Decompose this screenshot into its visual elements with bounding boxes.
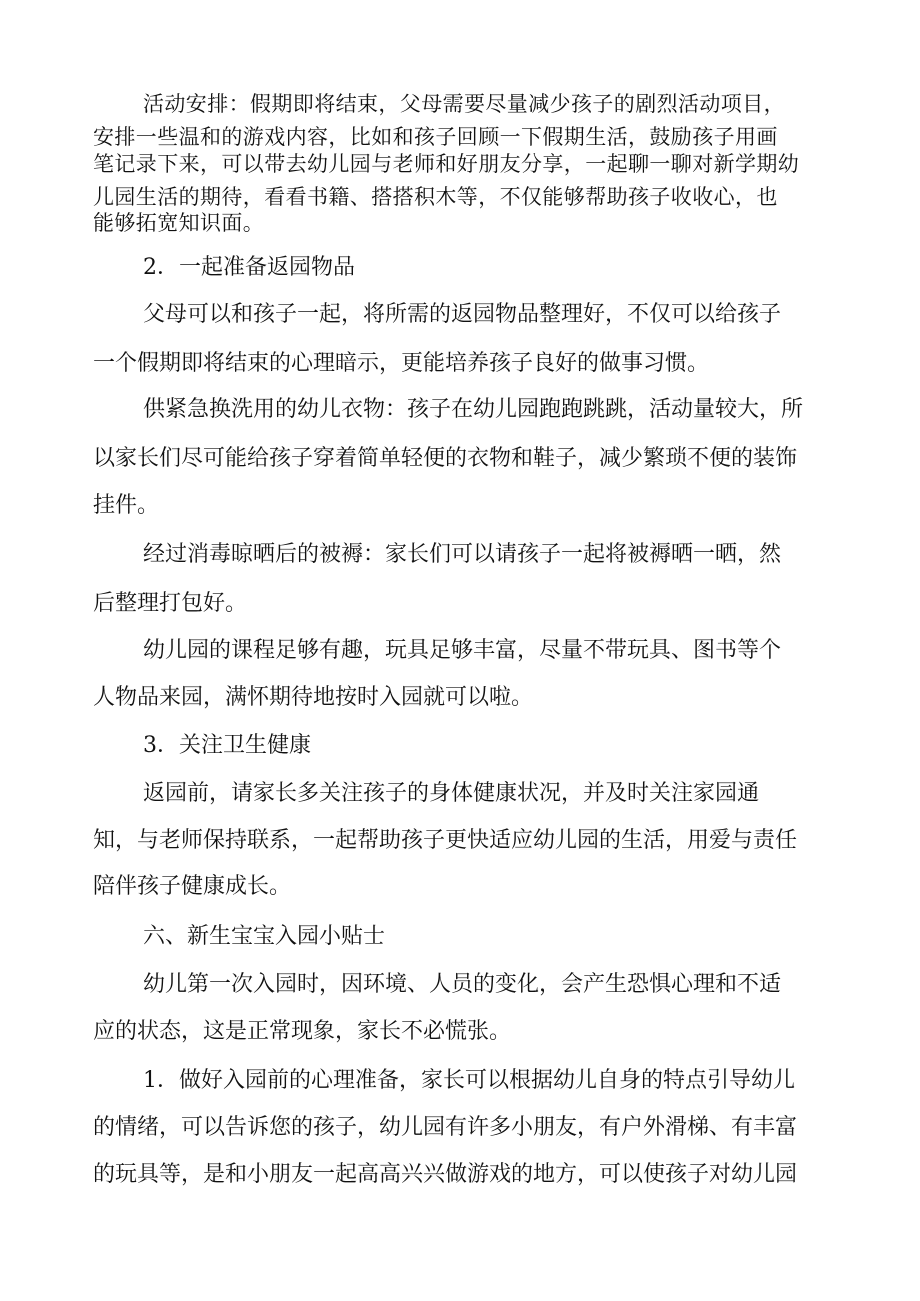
section-title: 六、新生宝宝入园小贴士 [143,924,386,949]
paragraph-line: 的情绪，可以告诉您的孩子，幼儿园有许多小朋友，有户外滑梯、有丰富 [93,1115,798,1140]
paragraph-line: 安排一些温和的游戏内容，比如和孩子回顾一下假期生活，鼓励孩子用画 [93,125,778,149]
paragraph-line: 陪伴孩子健康成长。 [93,874,292,899]
paragraph-line: 1．做好入园前的心理准备，家长可以根据幼儿自身的特点引导幼儿 [143,1068,795,1093]
paragraph-line: 供紧急换洗用的幼儿衣物：孩子在幼儿园跑跑跳跳，活动量较大，所 [143,397,804,422]
paragraph-line: 能够拓宽知识面。 [93,211,265,235]
paragraph-line: 活动安排：假期即将结束，父母需要尽量减少孩子的剧烈活动项目， [143,92,785,116]
paragraph-line: 以家长们尽可能给孩子穿着简单轻便的衣物和鞋子，减少繁琐不便的装饰 [93,446,798,471]
paragraph-line: 的玩具等，是和小朋友一起高高兴兴做游戏的地方，可以使孩子对幼儿园 [93,1162,798,1187]
paragraph-line: 经过消毒晾晒后的被褥：家长们可以请孩子一起将被褥晒一晒，然 [143,542,782,567]
paragraph-line: 一个假期即将结束的心理暗示，更能培养孩子良好的做事习惯。 [93,351,710,376]
paragraph-line: 知，与老师保持联系，一起帮助孩子更快适应幼儿园的生活，用爱与责任 [93,828,798,853]
paragraph-line: 笔记录下来，可以带去幼儿园与老师和好朋友分享，一起聊一聊对新学期幼 [93,152,800,176]
paragraph-line: 人物品来园，满怀期待地按时入园就可以啦。 [93,685,534,710]
paragraph-line: 幼儿第一次入园时，因环境、人员的变化，会产生恐惧心理和不适 [143,972,782,997]
paragraph-line: 挂件。 [93,493,160,518]
section-heading-3: 3．关注卫生健康 [143,733,311,758]
paragraph-line: 儿园生活的期待，看看书籍、搭搭积木等，不仅能够帮助孩子收收心，也 [93,185,778,209]
paragraph-line: 后整理打包好。 [93,591,248,616]
paragraph-line: 返园前，请家长多关注孩子的身体健康状况，并及时关注家园通 [143,781,760,806]
section-heading-2: 2．一起准备返园物品 [143,255,355,280]
paragraph-line: 幼儿园的课程足够有趣，玩具足够丰富，尽量不带玩具、图书等个 [143,638,782,663]
paragraph-line: 父母可以和孩子一起，将所需的返园物品整理好，不仅可以给孩子 [143,302,782,327]
paragraph-line: 应的状态，这是正常现象，家长不必慌张。 [93,1019,512,1044]
